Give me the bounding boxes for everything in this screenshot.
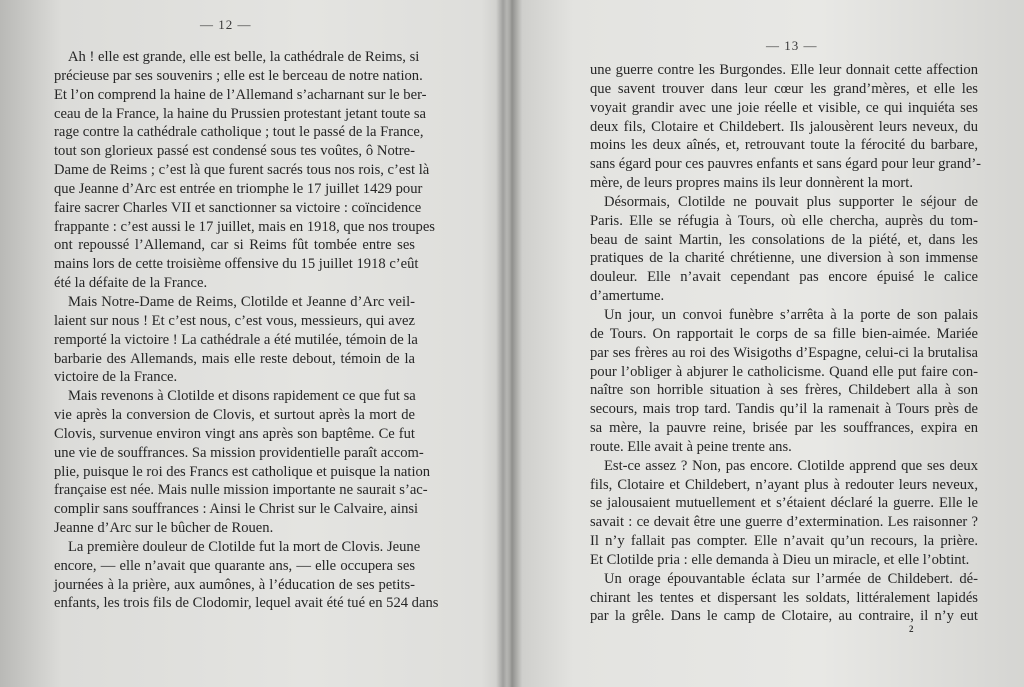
text-line: vie après la conversion de Clovis, et surtout après la mort de bbox=[54, 407, 415, 424]
text-line: La première douleur de Clotilde fut la mort de Clovis. Jeune bbox=[68, 538, 421, 555]
text-line: par la grêle. Dans le camp de Clotaire, au contraire, il n’y eut bbox=[590, 608, 978, 625]
text-line: sans égard pour ces pauvres enfants et sans égard pour leur grand’- bbox=[590, 156, 982, 173]
text-line: par ses frères au roi des Wisigoths d’Espagne, celui-ci la brutalisa bbox=[590, 344, 978, 361]
text-line: victoire de la France. bbox=[54, 369, 178, 386]
page-number: — 13 — bbox=[766, 38, 818, 53]
right-page bbox=[510, 0, 1024, 687]
text-line: barbarie des Allemands, mais elle reste debout, témoin de la bbox=[54, 350, 415, 367]
signature-mark: 2 bbox=[909, 624, 914, 634]
text-line: savait : ce devait être une guerre d’extermination. Les raisonner ? bbox=[590, 514, 978, 531]
page-body-text bbox=[590, 61, 982, 626]
text-line: sa mère, la pauvre reine, brisée par les souffrances, expira en bbox=[590, 420, 978, 437]
left-page bbox=[0, 0, 498, 687]
text-line: Il n’y fallait pas compter. Elle n’avait qu’un recours, la prière. bbox=[590, 533, 978, 550]
book-gutter bbox=[496, 0, 510, 687]
text-line: faire sacrer Charles VII et sanctionner sa victoire : coïncidence bbox=[54, 199, 422, 216]
text-line: mère, de leurs propres mains ils leur donnèrent la mort. bbox=[590, 175, 913, 192]
text-line: que Jeanne d’Arc est entrée en triomphe le 17 juillet 1429 pour bbox=[54, 180, 423, 197]
text-line: deux fils, Clotaire et Childebert. Ils jalousèrent leurs neveux, du bbox=[590, 118, 978, 135]
text-line: tout son glorieux passé est condensé sous tes voûtes, ô Notre- bbox=[54, 143, 415, 160]
text-line: pratiques de la charité chrétienne, une diversion à son immense bbox=[590, 250, 978, 267]
text-line: une guerre contre les Burgondes. Elle leur donnait cette affection bbox=[590, 62, 978, 78]
text-line: de Tours. On rapportait le corps de sa fille bien-aimée. Mariée bbox=[590, 325, 978, 342]
text-line: été la défaite de la France. bbox=[54, 275, 208, 292]
text-line: se jalousaient mutuellement et s’étaient déclaré la guerre. Elle le bbox=[590, 495, 978, 512]
text-line: journées à la prière, aux aumônes, à l’éducation de ses petits- bbox=[54, 576, 415, 593]
text-line: fils, Clotaire et Childebert, n’ayant plus à redouter leurs neveux, bbox=[590, 476, 978, 493]
text-line: Un jour, un convoi funèbre s’arrêta à la porte de son palais bbox=[604, 306, 978, 323]
text-line: beau de saint Martin, les consolations de la piété, et, dans les bbox=[590, 231, 978, 248]
text-line: encore, — elle n’avait que quarante ans, — elle occupera ses bbox=[54, 557, 415, 574]
text-line: Paris. Elle se réfugia à Tours, où elle chercha, auprès du tom- bbox=[590, 212, 978, 229]
text-line: chirant les tentes et dispersant les soldats, littéralement lapidés bbox=[590, 589, 978, 606]
text-line: Mais Notre-Dame de Reims, Clotilde et Jeanne d’Arc veil- bbox=[68, 293, 415, 310]
text-line: d’amertume. bbox=[590, 288, 665, 305]
text-line: douleur. Elle n’avait cependant pas encore épuisé le calice bbox=[590, 269, 978, 286]
page-body-text bbox=[54, 48, 439, 613]
text-line: laient sur nous ! Et c’est nous, c’est vous, messieurs, qui avez bbox=[54, 312, 415, 329]
text-line: Et l’on comprend la haine de l’Allemand s’acharnant sur le ber- bbox=[54, 86, 427, 103]
text-line: remporté la victoire ! La cathédrale a été mutilée, témoin de la bbox=[54, 331, 418, 348]
text-line: pour l’obliger à abjurer le catholicisme. Quand elle put faire con- bbox=[590, 363, 978, 380]
text-line: complir sans souffrances : Ainsi le Christ sur le Calvaire, ainsi bbox=[54, 501, 419, 518]
text-line: ceau de la France, la haine du Prussien protestant jetant toute sa bbox=[54, 105, 427, 122]
text-line: Clovis, survenue environ vingt ans après son baptême. Ce fut bbox=[54, 425, 415, 442]
text-line: Et Clotilde pria : elle demanda à Dieu un miracle, et elle l’obtint. bbox=[590, 551, 970, 568]
text-line: Désormais, Clotilde ne pouvait plus supporter le séjour de bbox=[604, 193, 978, 210]
text-line: naître son horrible situation à ses frères, Childebert alla à son bbox=[590, 382, 978, 399]
text-line: route. Elle avait à peine trente ans. bbox=[590, 438, 792, 455]
text-line: que savent trouver dans leur cœur les grand’mères, et elle les bbox=[590, 80, 978, 97]
text-line: Ah ! elle est grande, elle est belle, la cathédrale de Reims, si bbox=[68, 49, 420, 65]
text-line: voyait grandir avec une joie réelle et visible, ce qui inquiéta ses bbox=[590, 99, 978, 116]
text-line: plie, puisque le roi des Francs est catholique et puisque la nation bbox=[54, 463, 431, 480]
text-line: Mais revenons à Clotilde et disons rapidement ce que fut sa bbox=[68, 388, 416, 405]
text-line: enfants, les trois fils de Clodomir, lequel avait été tué en 524 dans bbox=[54, 595, 439, 612]
text-line: frappante : c’est aussi le 17 juillet, mais en 1918, que nos troupes bbox=[54, 218, 435, 235]
text-line: Est-ce assez ? Non, pas encore. Clotilde apprend que ses deux bbox=[604, 457, 978, 474]
text-line: ont repoussé l’Allemand, car si Reims fût tombée entre ses bbox=[54, 237, 415, 254]
text-line: une vie de souffrances. Sa mission providentielle paraît accom- bbox=[54, 444, 424, 461]
text-line: secours, mais trop tard. Tandis qu’il la ramenait à Tours près de bbox=[590, 401, 978, 418]
page-number: — 12 — bbox=[200, 17, 252, 32]
text-line: moins les deux aînés, et, retrouvant toute la férocité du barbare, bbox=[590, 137, 978, 154]
text-line: mains lors de cette troisième offensive du 15 juillet 1918 c’eût bbox=[54, 256, 419, 273]
text-line: française est née. Mais nulle mission importante ne saurait s’ac- bbox=[54, 482, 428, 499]
text-line: Dame de Reims ; c’est là que furent sacrés tous nos rois, c’est là bbox=[54, 162, 430, 179]
text-line: Jeanne d’Arc sur le bûcher de Rouen. bbox=[54, 520, 274, 537]
text-line: rage contre la cathédrale catholique ; tout le passé de la France, bbox=[54, 124, 424, 141]
text-line: Un orage épouvantable éclata sur l’armée de Childebert. dé- bbox=[604, 570, 978, 587]
text-line: précieuse par ses souvenirs ; elle est le berceau de notre nation. bbox=[54, 67, 423, 84]
